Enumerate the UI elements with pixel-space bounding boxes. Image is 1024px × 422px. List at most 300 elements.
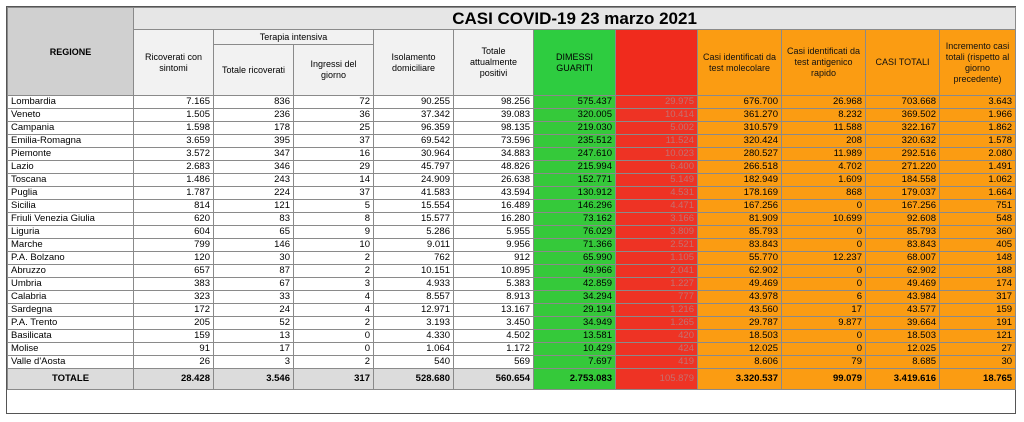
- cell-deceduti: 424: [616, 343, 698, 356]
- cell-test-antigenico: 0: [782, 200, 866, 213]
- cell-test-molecolare: 361.270: [698, 109, 782, 122]
- cell-ingressi: 37: [294, 135, 374, 148]
- cell-test-antigenico: 868: [782, 187, 866, 200]
- header-test-antigenico: Casi identificati da test antigenico rapido: [782, 30, 866, 96]
- total-totale-positivi: 560.654: [454, 369, 534, 390]
- cell-test-molecolare: 266.518: [698, 161, 782, 174]
- cell-region-name: Calabria: [8, 291, 134, 304]
- cell-incremento: 360: [940, 226, 1016, 239]
- cell-test-molecolare: 62.902: [698, 265, 782, 278]
- cell-incremento: 317: [940, 291, 1016, 304]
- cell-deceduti: 419: [616, 356, 698, 369]
- cell-totale-positivi: 16.280: [454, 213, 534, 226]
- cell-isolamento: 762: [374, 252, 454, 265]
- header-isolamento: Isolamento domiciliare: [374, 30, 454, 96]
- cell-deceduti: 2.521: [616, 239, 698, 252]
- total-ingressi: 317: [294, 369, 374, 390]
- cell-isolamento: 4.933: [374, 278, 454, 291]
- cell-isolamento: 24.909: [374, 174, 454, 187]
- cell-deceduti: 10.414: [616, 109, 698, 122]
- cell-ingressi: 16: [294, 148, 374, 161]
- cell-ingressi: 0: [294, 330, 374, 343]
- cell-totale-ricoverati: 243: [214, 174, 294, 187]
- cell-totale-positivi: 13.167: [454, 304, 534, 317]
- cell-test-antigenico: 0: [782, 343, 866, 356]
- header-ingressi: Ingressi del giorno: [294, 45, 374, 96]
- total-casi-totali: 3.419.616: [866, 369, 940, 390]
- cell-region-name: Lazio: [8, 161, 134, 174]
- cell-region-name: Basilicata: [8, 330, 134, 343]
- cell-totale-ricoverati: 52: [214, 317, 294, 330]
- cell-casi-totali: 292.516: [866, 148, 940, 161]
- cell-totale-positivi: 98.135: [454, 122, 534, 135]
- cell-region-name: Veneto: [8, 109, 134, 122]
- table-row: [8, 343, 1016, 356]
- cell-ricoverati: 814: [134, 200, 214, 213]
- cell-totale-positivi: 98.256: [454, 96, 534, 109]
- cell-ricoverati: 1.505: [134, 109, 214, 122]
- cell-dimessi: 235.512: [534, 135, 616, 148]
- header-totale-ricoverati: Totale ricoverati: [214, 45, 294, 96]
- cell-test-molecolare: 29.787: [698, 317, 782, 330]
- cell-casi-totali: 62.902: [866, 265, 940, 278]
- cell-isolamento: 69.542: [374, 135, 454, 148]
- cell-totale-positivi: 10.895: [454, 265, 534, 278]
- cell-incremento: 3.643: [940, 96, 1016, 109]
- cell-test-molecolare: 12.025: [698, 343, 782, 356]
- cell-casi-totali: 39.664: [866, 317, 940, 330]
- total-ricoverati: 28.428: [134, 369, 214, 390]
- cell-totale-ricoverati: 65: [214, 226, 294, 239]
- cell-ricoverati: 2.683: [134, 161, 214, 174]
- table-row: [8, 200, 1016, 213]
- cell-ingressi: 0: [294, 343, 374, 356]
- table-row: [8, 304, 1016, 317]
- cell-ingressi: 37: [294, 187, 374, 200]
- header-test-molecolare: Casi identificati da test molecolare: [698, 30, 782, 96]
- cell-dimessi: 7.697: [534, 356, 616, 369]
- cell-casi-totali: 320.632: [866, 135, 940, 148]
- cell-region-name: Puglia: [8, 187, 134, 200]
- total-incremento: 18.765: [940, 369, 1016, 390]
- cell-isolamento: 10.151: [374, 265, 454, 278]
- total-test-molecolare: 3.320.537: [698, 369, 782, 390]
- cell-test-antigenico: 0: [782, 239, 866, 252]
- cell-incremento: 1.062: [940, 174, 1016, 187]
- cell-test-molecolare: 167.256: [698, 200, 782, 213]
- cell-incremento: 2.080: [940, 148, 1016, 161]
- total-deceduti: 105.879: [616, 369, 698, 390]
- table-row: [8, 161, 1016, 174]
- cell-incremento: 1.491: [940, 161, 1016, 174]
- cell-totale-ricoverati: 121: [214, 200, 294, 213]
- cell-region-name: Umbria: [8, 278, 134, 291]
- cell-ingressi: 8: [294, 213, 374, 226]
- cell-dimessi: 73.162: [534, 213, 616, 226]
- table-row: [8, 252, 1016, 265]
- cell-ingressi: 2: [294, 252, 374, 265]
- cell-totale-positivi: 5.955: [454, 226, 534, 239]
- cell-isolamento: 540: [374, 356, 454, 369]
- table-row: [8, 187, 1016, 200]
- cell-dimessi: 219.030: [534, 122, 616, 135]
- cell-casi-totali: 18.503: [866, 330, 940, 343]
- cell-totale-positivi: 569: [454, 356, 534, 369]
- cell-totale-ricoverati: 3: [214, 356, 294, 369]
- cell-ingressi: 36: [294, 109, 374, 122]
- cell-totale-ricoverati: 83: [214, 213, 294, 226]
- cell-isolamento: 90.255: [374, 96, 454, 109]
- cell-region-name: P.A. Trento: [8, 317, 134, 330]
- cell-isolamento: 3.193: [374, 317, 454, 330]
- total-totale-ricoverati: 3.546: [214, 369, 294, 390]
- cell-ingressi: 9: [294, 226, 374, 239]
- cell-dimessi: 152.771: [534, 174, 616, 187]
- cell-totale-ricoverati: 13: [214, 330, 294, 343]
- cell-isolamento: 1.064: [374, 343, 454, 356]
- cell-casi-totali: 83.843: [866, 239, 940, 252]
- table-row: [8, 213, 1016, 226]
- cell-test-antigenico: 0: [782, 265, 866, 278]
- cell-test-antigenico: 10.699: [782, 213, 866, 226]
- cell-ingressi: 2: [294, 317, 374, 330]
- cell-test-molecolare: 676.700: [698, 96, 782, 109]
- cell-deceduti: 5.149: [616, 174, 698, 187]
- cell-ricoverati: 91: [134, 343, 214, 356]
- cell-casi-totali: 184.558: [866, 174, 940, 187]
- cell-casi-totali: 271.220: [866, 161, 940, 174]
- cell-region-name: Sardegna: [8, 304, 134, 317]
- cell-incremento: 548: [940, 213, 1016, 226]
- cell-ingressi: 2: [294, 356, 374, 369]
- cell-casi-totali: 369.502: [866, 109, 940, 122]
- cell-casi-totali: 12.025: [866, 343, 940, 356]
- cell-isolamento: 8.557: [374, 291, 454, 304]
- cell-isolamento: 45.797: [374, 161, 454, 174]
- cell-region-name: Friuli Venezia Giulia: [8, 213, 134, 226]
- cell-casi-totali: 85.793: [866, 226, 940, 239]
- header-ricoverati: Ricoverati con sintomi: [134, 30, 214, 96]
- cell-totale-ricoverati: 24: [214, 304, 294, 317]
- table-row: [8, 278, 1016, 291]
- cell-test-antigenico: 8.232: [782, 109, 866, 122]
- cell-ricoverati: 3.659: [134, 135, 214, 148]
- cell-totale-positivi: 39.083: [454, 109, 534, 122]
- cell-deceduti: 777: [616, 291, 698, 304]
- cell-test-molecolare: 83.843: [698, 239, 782, 252]
- cell-totale-ricoverati: 33: [214, 291, 294, 304]
- cell-ricoverati: 620: [134, 213, 214, 226]
- cell-ricoverati: 657: [134, 265, 214, 278]
- cell-ricoverati: 205: [134, 317, 214, 330]
- cell-dimessi: 42.859: [534, 278, 616, 291]
- cell-dimessi: 34.949: [534, 317, 616, 330]
- cell-test-molecolare: 182.949: [698, 174, 782, 187]
- cell-dimessi: 247.610: [534, 148, 616, 161]
- cell-dimessi: 575.437: [534, 96, 616, 109]
- cell-casi-totali: 322.167: [866, 122, 940, 135]
- cell-test-molecolare: 43.978: [698, 291, 782, 304]
- cell-ricoverati: 604: [134, 226, 214, 239]
- cell-totale-ricoverati: 67: [214, 278, 294, 291]
- cell-incremento: 159: [940, 304, 1016, 317]
- table-row: [8, 356, 1016, 369]
- cell-totale-positivi: 48.826: [454, 161, 534, 174]
- cell-totale-ricoverati: 836: [214, 96, 294, 109]
- cell-ricoverati: 1.787: [134, 187, 214, 200]
- total-dimessi: 2.753.083: [534, 369, 616, 390]
- header-terapia-intensiva: Terapia intensiva: [214, 30, 374, 45]
- cell-totale-positivi: 26.638: [454, 174, 534, 187]
- cell-test-antigenico: 0: [782, 330, 866, 343]
- table-row: [8, 174, 1016, 187]
- cell-ingressi: 29: [294, 161, 374, 174]
- cell-casi-totali: 49.469: [866, 278, 940, 291]
- cell-totale-positivi: 34.883: [454, 148, 534, 161]
- cell-totale-ricoverati: 346: [214, 161, 294, 174]
- table-body: [8, 96, 1016, 390]
- cell-ricoverati: 1.486: [134, 174, 214, 187]
- cell-test-antigenico: 11.588: [782, 122, 866, 135]
- cell-test-antigenico: 208: [782, 135, 866, 148]
- cell-region-name: Toscana: [8, 174, 134, 187]
- cell-ricoverati: 26: [134, 356, 214, 369]
- cell-totale-ricoverati: 224: [214, 187, 294, 200]
- cell-deceduti: 420: [616, 330, 698, 343]
- cell-totale-positivi: 4.502: [454, 330, 534, 343]
- cell-deceduti: 1.265: [616, 317, 698, 330]
- table-row: [8, 96, 1016, 109]
- cell-deceduti: 3.166: [616, 213, 698, 226]
- cell-incremento: 751: [940, 200, 1016, 213]
- cell-test-antigenico: 9.877: [782, 317, 866, 330]
- cell-ingressi: 4: [294, 304, 374, 317]
- cell-ricoverati: 3.572: [134, 148, 214, 161]
- table-row: [8, 226, 1016, 239]
- table-row: [8, 135, 1016, 148]
- cell-totale-positivi: 16.489: [454, 200, 534, 213]
- cell-totale-ricoverati: 178: [214, 122, 294, 135]
- cell-dimessi: 76.029: [534, 226, 616, 239]
- cell-region-name: Emilia-Romagna: [8, 135, 134, 148]
- cell-casi-totali: 43.577: [866, 304, 940, 317]
- total-row: [8, 369, 1016, 390]
- cell-region-name: Sicilia: [8, 200, 134, 213]
- cell-test-antigenico: 0: [782, 278, 866, 291]
- cell-deceduti: 4.531: [616, 187, 698, 200]
- cell-isolamento: 4.330: [374, 330, 454, 343]
- cell-dimessi: 29.194: [534, 304, 616, 317]
- header-casi-totali: CASI TOTALI: [866, 30, 940, 96]
- cell-test-molecolare: 81.909: [698, 213, 782, 226]
- cell-ricoverati: 120: [134, 252, 214, 265]
- table-row: [8, 317, 1016, 330]
- cell-test-antigenico: 1.609: [782, 174, 866, 187]
- cell-totale-positivi: 5.383: [454, 278, 534, 291]
- cell-ingressi: 72: [294, 96, 374, 109]
- cell-casi-totali: 92.608: [866, 213, 940, 226]
- cell-ricoverati: 799: [134, 239, 214, 252]
- cell-test-molecolare: 18.503: [698, 330, 782, 343]
- cell-incremento: 30: [940, 356, 1016, 369]
- cell-region-name: P.A. Bolzano: [8, 252, 134, 265]
- cell-ricoverati: 1.598: [134, 122, 214, 135]
- cell-region-name: Abruzzo: [8, 265, 134, 278]
- cell-casi-totali: 167.256: [866, 200, 940, 213]
- header-totale-positivi: Totale attualmente positivi: [454, 30, 534, 96]
- cell-incremento: 27: [940, 343, 1016, 356]
- cell-incremento: 191: [940, 317, 1016, 330]
- cell-deceduti: 1.227: [616, 278, 698, 291]
- cell-ingressi: 2: [294, 265, 374, 278]
- cell-test-antigenico: 26.968: [782, 96, 866, 109]
- cell-totale-positivi: 73.596: [454, 135, 534, 148]
- table-row: [8, 330, 1016, 343]
- cell-dimessi: 71.366: [534, 239, 616, 252]
- cell-test-molecolare: 85.793: [698, 226, 782, 239]
- cell-ingressi: 5: [294, 200, 374, 213]
- cell-dimessi: 130.912: [534, 187, 616, 200]
- page-title: CASI COVID-19 23 marzo 2021: [134, 8, 1016, 30]
- cell-ricoverati: 323: [134, 291, 214, 304]
- cell-incremento: 148: [940, 252, 1016, 265]
- cell-deceduti: 4.471: [616, 200, 698, 213]
- cell-ingressi: 25: [294, 122, 374, 135]
- cell-totale-positivi: 43.594: [454, 187, 534, 200]
- cell-dimessi: 34.294: [534, 291, 616, 304]
- cell-dimessi: 65.990: [534, 252, 616, 265]
- cell-totale-ricoverati: 236: [214, 109, 294, 122]
- cell-incremento: 1.966: [940, 109, 1016, 122]
- cell-test-antigenico: 17: [782, 304, 866, 317]
- cell-test-antigenico: 6: [782, 291, 866, 304]
- cell-isolamento: 15.554: [374, 200, 454, 213]
- cell-casi-totali: 703.668: [866, 96, 940, 109]
- cell-test-molecolare: 178.169: [698, 187, 782, 200]
- table-row: [8, 239, 1016, 252]
- cell-isolamento: 9.011: [374, 239, 454, 252]
- total-region-name: TOTALE: [8, 369, 134, 390]
- covid-table: [7, 7, 1016, 390]
- cell-totale-ricoverati: 17: [214, 343, 294, 356]
- cell-totale-ricoverati: 395: [214, 135, 294, 148]
- cell-isolamento: 15.577: [374, 213, 454, 226]
- cell-region-name: Campania: [8, 122, 134, 135]
- cell-totale-positivi: 9.956: [454, 239, 534, 252]
- cell-ingressi: 10: [294, 239, 374, 252]
- cell-test-antigenico: 4.702: [782, 161, 866, 174]
- cell-deceduti: 1.105: [616, 252, 698, 265]
- cell-deceduti: 5.002: [616, 122, 698, 135]
- cell-totale-ricoverati: 30: [214, 252, 294, 265]
- cell-deceduti: 10.023: [616, 148, 698, 161]
- cell-deceduti: 29.975: [616, 96, 698, 109]
- cell-incremento: 1.664: [940, 187, 1016, 200]
- cell-dimessi: 320.005: [534, 109, 616, 122]
- cell-test-molecolare: 8.606: [698, 356, 782, 369]
- cell-incremento: 1.862: [940, 122, 1016, 135]
- cell-region-name: Liguria: [8, 226, 134, 239]
- cell-dimessi: 49.966: [534, 265, 616, 278]
- cell-incremento: 405: [940, 239, 1016, 252]
- cell-ricoverati: 383: [134, 278, 214, 291]
- cell-deceduti: 11.524: [616, 135, 698, 148]
- header-incremento: Incremento casi totali (rispetto al giorno precedente): [940, 30, 1016, 96]
- cell-totale-ricoverati: 87: [214, 265, 294, 278]
- covid-table-frame: [6, 6, 1016, 414]
- cell-incremento: 121: [940, 330, 1016, 343]
- cell-deceduti: 1.216: [616, 304, 698, 317]
- cell-test-antigenico: 0: [782, 226, 866, 239]
- cell-dimessi: 13.581: [534, 330, 616, 343]
- cell-test-antigenico: 12.237: [782, 252, 866, 265]
- cell-totale-positivi: 3.450: [454, 317, 534, 330]
- header-dimessi: DIMESSI GUARITI: [534, 30, 616, 96]
- cell-incremento: 1.578: [940, 135, 1016, 148]
- cell-test-molecolare: 43.560: [698, 304, 782, 317]
- cell-totale-ricoverati: 347: [214, 148, 294, 161]
- cell-casi-totali: 8.685: [866, 356, 940, 369]
- cell-deceduti: 6.400: [616, 161, 698, 174]
- cell-test-molecolare: 280.527: [698, 148, 782, 161]
- cell-region-name: Valle d'Aosta: [8, 356, 134, 369]
- cell-totale-positivi: 8.913: [454, 291, 534, 304]
- cell-test-molecolare: 55.770: [698, 252, 782, 265]
- cell-ingressi: 3: [294, 278, 374, 291]
- table-row: [8, 148, 1016, 161]
- header-deceduti: [616, 30, 698, 96]
- cell-incremento: 188: [940, 265, 1016, 278]
- cell-incremento: 174: [940, 278, 1016, 291]
- cell-ricoverati: 7.165: [134, 96, 214, 109]
- cell-deceduti: 2.041: [616, 265, 698, 278]
- cell-isolamento: 96.359: [374, 122, 454, 135]
- cell-isolamento: 30.964: [374, 148, 454, 161]
- table-row: [8, 291, 1016, 304]
- cell-test-antigenico: 11.989: [782, 148, 866, 161]
- cell-test-molecolare: 49.469: [698, 278, 782, 291]
- cell-isolamento: 41.583: [374, 187, 454, 200]
- cell-region-name: Marche: [8, 239, 134, 252]
- cell-casi-totali: 179.037: [866, 187, 940, 200]
- cell-totale-positivi: 912: [454, 252, 534, 265]
- total-test-antigenico: 99.079: [782, 369, 866, 390]
- cell-test-antigenico: 79: [782, 356, 866, 369]
- cell-region-name: Piemonte: [8, 148, 134, 161]
- table-row: [8, 109, 1016, 122]
- cell-casi-totali: 68.007: [866, 252, 940, 265]
- cell-dimessi: 215.994: [534, 161, 616, 174]
- table-row: [8, 265, 1016, 278]
- cell-isolamento: 37.342: [374, 109, 454, 122]
- cell-ingressi: 4: [294, 291, 374, 304]
- cell-ricoverati: 172: [134, 304, 214, 317]
- cell-dimessi: 146.296: [534, 200, 616, 213]
- header-regione: REGIONE: [8, 8, 134, 96]
- cell-ingressi: 14: [294, 174, 374, 187]
- cell-totale-positivi: 1.172: [454, 343, 534, 356]
- cell-isolamento: 5.286: [374, 226, 454, 239]
- cell-dimessi: 10.429: [534, 343, 616, 356]
- cell-totale-ricoverati: 146: [214, 239, 294, 252]
- total-isolamento: 528.680: [374, 369, 454, 390]
- cell-isolamento: 12.971: [374, 304, 454, 317]
- cell-test-molecolare: 320.424: [698, 135, 782, 148]
- cell-region-name: Molise: [8, 343, 134, 356]
- cell-test-molecolare: 310.579: [698, 122, 782, 135]
- cell-region-name: Lombardia: [8, 96, 134, 109]
- cell-ricoverati: 159: [134, 330, 214, 343]
